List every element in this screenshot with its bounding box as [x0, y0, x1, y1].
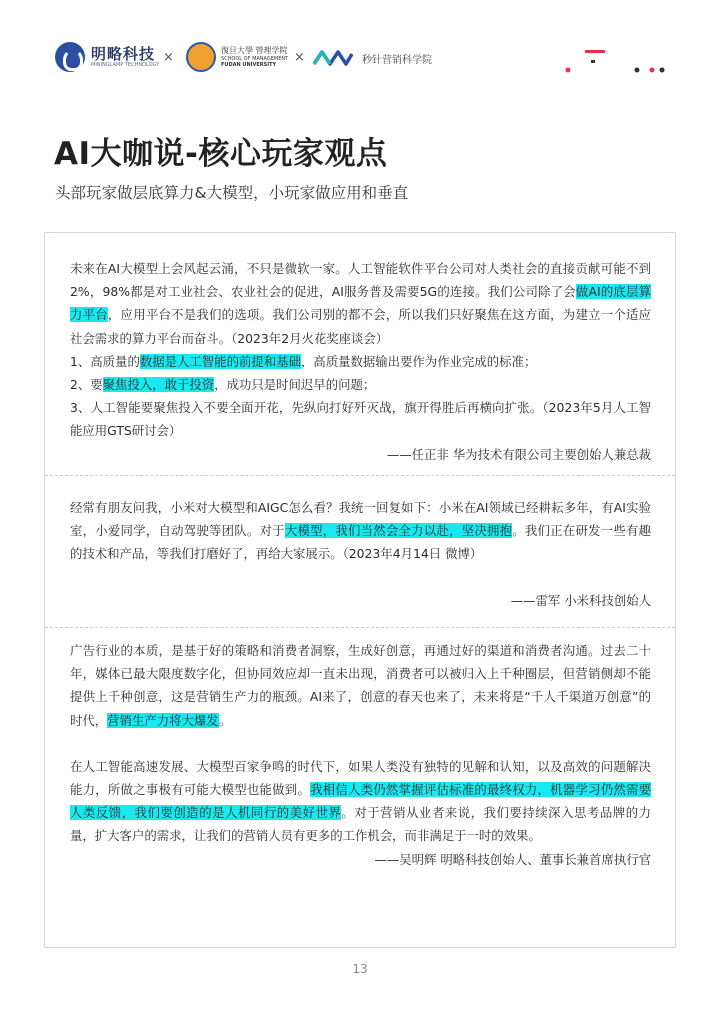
quote-list-item-3: 3、人工智能要聚焦投入不要全面开花，先纵向打好歼灭战，旗开得胜后再横向扩张。（2023年5月人工智能应用GTS研讨会）	[70, 400, 651, 439]
section-divider	[45, 627, 675, 628]
quote-section-wu-minghui	[45, 639, 675, 871]
highlight: 做AI的底层算力平台	[70, 284, 651, 323]
fudan-logo-line3: FUDAN UNIVERSITY	[221, 62, 277, 68]
highlight: 聚焦投入，敢于投资	[102, 377, 215, 393]
page-subtitle: 头部玩家做层底算力&大模型，小玩家做应用和垂直	[55, 184, 409, 202]
mininglamp-logo-cn: 明略科技	[91, 44, 156, 63]
fudan-emblem-icon	[186, 42, 216, 72]
quotes-card	[44, 232, 676, 948]
mininglamp-logo	[55, 42, 159, 72]
page-title: AI大咖说-核心玩家观点	[54, 136, 388, 172]
times-separator-1: ×	[163, 50, 174, 65]
quote-section-lei-jun	[45, 496, 675, 612]
quote-section-ren-zhengfei	[45, 257, 675, 466]
decorative-dots-icon	[565, 48, 675, 78]
quote-signature: ——吴明辉 明略科技创始人、董事长兼首席执行官	[374, 851, 651, 867]
mininglamp-logo-icon	[55, 42, 85, 72]
miaozhen-logo-text: 秒针营销科学院	[362, 54, 432, 66]
highlight: 大模型，我们当然会全力以赴，坚决拥抱	[284, 523, 513, 539]
section-divider	[45, 475, 675, 476]
quote-list-item-2: 2、要聚焦投入，敢于投资，成功只是时间迟早的问题；	[70, 377, 376, 393]
mininglamp-logo-en: MININGLAMP TECHNOLOGY	[91, 61, 160, 68]
quote-paragraph: 经常有朋友问我，小米对大模型和AIGC怎么看？我统一回复如下：小米在AI领域已经耕耘多年，有AI实验室，小爱同学，自动驾驶等团队。对于大模型，我们当然会全力以赴，坚决拥抱。我们正在研发一些有趣的技术和产品，等我们打磨好了，再给大家展示。（2023年4月14日 微博）	[70, 500, 652, 562]
miaozhen-mark-icon	[312, 48, 354, 68]
fudan-logo-line1: 復旦大學 管理学院	[221, 46, 288, 55]
quote-paragraph: 在人工智能高速发展、大模型百家争鸣的时代下，如果人类没有独特的见解和认知，以及高效的问题解决能力，所做之事极有可能大模型也能做到。我相信人类仍然掌握评估标准的最终权力，机器学习仍然需要人类反馈，我们要创造的是人机同行的美好世界。对于营销从业者来说，我们要持续深入思考品牌的力量，扩大客户的需求，让我们的营销人员有更多的工作机会，而非满足于一时的效果。	[70, 758, 652, 844]
miaozhen-logo	[312, 48, 432, 68]
quote-signature: ——任正非 华为技术有限公司主要创始人兼总裁	[386, 446, 651, 462]
times-separator-2: ×	[294, 50, 305, 65]
quote-paragraph: 广告行业的本质，是基于好的策略和消费者洞察，生成好创意，再通过好的渠道和消费者沟通。过去二十年，媒体已最大限度数字化，但协同效应却一直未出现，消费者可以被归入上千种圈层，但营销侧却不能提供上千种创意，这是营销生产力的瓶颈。AI来了，创意的春天也来了，未来将是“千人千渠道万创意”的时代，营销生产力将大爆发。	[70, 643, 651, 728]
fudan-logo-line2: SCHOOL OF MANAGEMENT	[221, 56, 289, 62]
highlight: 营销生产力将大爆发	[107, 712, 219, 728]
page-header	[0, 0, 720, 100]
highlight: 我相信人类仍然掌握评估标准的最终权力，机器学习仍然需要人类反馈，我们要创造的是人机同行的美好世界	[70, 782, 652, 821]
fudan-logo	[186, 42, 288, 72]
page-number: 13	[352, 962, 368, 976]
quote-paragraph: 未来在AI大模型上会风起云涌，不只是微软一家。人工智能软件平台公司对人类社会的直接贡献可能不到2%，98%都是对工业社会、农业社会的促进，AI服务普及需要5G的连接。我们公司除了会做AI的底层算力平台，应用平台不是我们的选项。我们公司别的都不会，所以我们只好聚焦在这方面，为建立一个适应社会需求的算力平台而奋斗。（2023年2月火花奖座谈会）	[70, 261, 652, 346]
quote-list-item-1: 1、高质量的数据是人工智能的前提和基础，高质量数据输出要作为作业完成的标准；	[70, 353, 537, 369]
highlight: 数据是人工智能的前提和基础	[139, 353, 301, 369]
quote-signature: ——雷军 小米科技创始人	[510, 592, 651, 608]
